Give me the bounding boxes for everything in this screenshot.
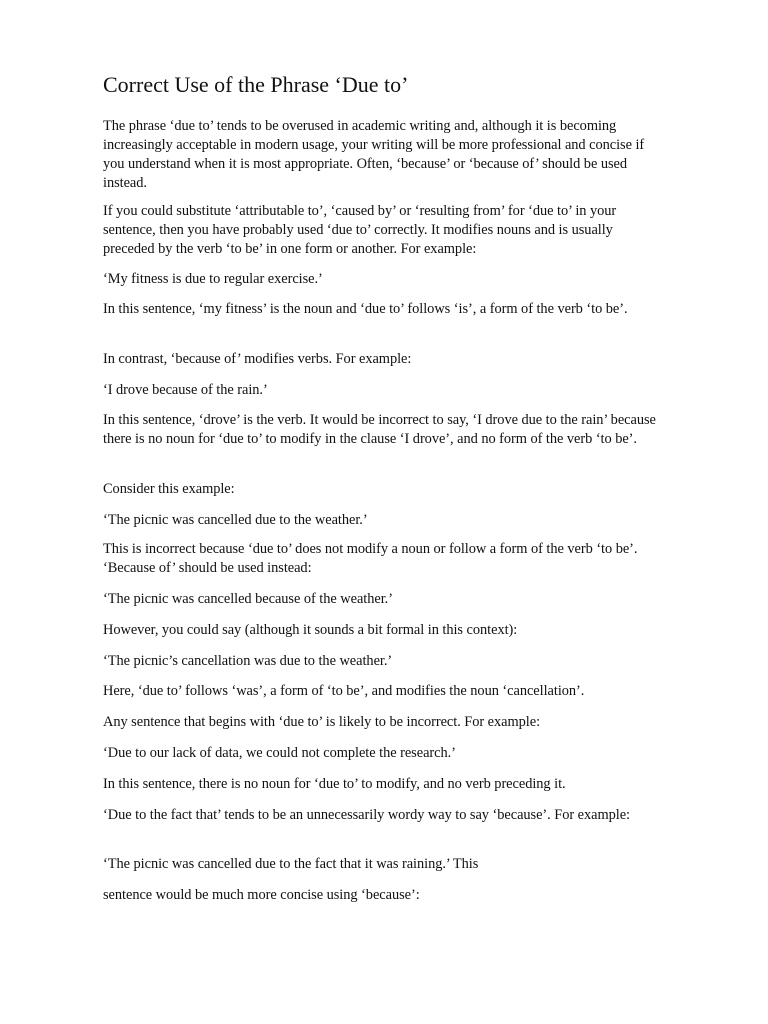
document-title: Correct Use of the Phrase ‘Due to’ xyxy=(103,72,409,97)
example-lack-of-data: ‘Due to our lack of data, we could not complete the research.’ xyxy=(103,745,456,761)
paragraph-fitness-explanation: In this sentence, ‘my fitness’ is the noun and ‘due to’ follows ‘is’, a form of the verb ‘to be’. xyxy=(103,301,628,317)
paragraph-intro: The phrase ‘due to’ tends to be overused in academic writing and, although it is becoming increasingly acceptable in modern usage, your writing will be more professional and concise if you understand when it is most appropriate. Often, ‘because’ or ‘because of’ should be used instead. xyxy=(103,118,645,191)
paragraph-begins-with: Any sentence that begins with ‘due to’ is likely to be incorrect. For example: xyxy=(103,714,541,730)
paragraph-here-explanation: Here, ‘due to’ follows ‘was’, a form of ‘to be’, and modifies the noun ‘cancellation’. xyxy=(103,683,585,699)
example-picnic-due-to: ‘The picnic was cancelled due to the weather.’ xyxy=(103,512,368,528)
example-i-drove: ‘I drove because of the rain.’ xyxy=(103,382,268,398)
paragraph-formal-alternative: However, you could say (although it sounds a bit formal in this context): xyxy=(103,622,518,638)
example-picnic-cancellation: ‘The picnic’s cancellation was due to the weather.’ xyxy=(103,653,393,669)
example-picnic-raining: ‘The picnic was cancelled due to the fact that it was raining.’ This xyxy=(103,856,479,872)
paragraph-consider-example: Consider this example: xyxy=(103,481,235,497)
paragraph-no-noun: In this sentence, there is no noun for ‘due to’ to modify, and no verb preceding it. xyxy=(103,776,566,792)
paragraph-because-of-contrast: In contrast, ‘because of’ modifies verbs. For example: xyxy=(103,351,412,367)
paragraph-substitute-rule: If you could substitute ‘attributable to’, ‘caused by’ or ‘resulting from’ for ‘due to’ in your sentence, then you have probably used ‘due to’ correctly. It modifies nouns and is usually preceded by the verb ‘to be’ in one form or another. For example: xyxy=(103,203,617,257)
paragraph-concise: sentence would be much more concise using ‘because’: xyxy=(103,887,420,903)
example-my-fitness: ‘My fitness is due to regular exercise.’ xyxy=(103,271,323,287)
paragraph-incorrect-explanation: This is incorrect because ‘due to’ does not modify a noun or follow a form of the verb ‘to be’. ‘Because of’ should be used instead: xyxy=(103,541,638,576)
paragraph-due-to-the-fact: ‘Due to the fact that’ tends to be an unnecessarily wordy way to say ‘because’. For example: xyxy=(103,807,631,823)
example-picnic-because-of: ‘The picnic was cancelled because of the weather.’ xyxy=(103,591,393,607)
paragraph-drove-explanation: In this sentence, ‘drove’ is the verb. It would be incorrect to say, ‘I drove due to the rain’ because there is no noun for ‘due to’ to modify in the clause ‘I drove’, and no form of the verb ‘to be’. xyxy=(103,412,656,447)
